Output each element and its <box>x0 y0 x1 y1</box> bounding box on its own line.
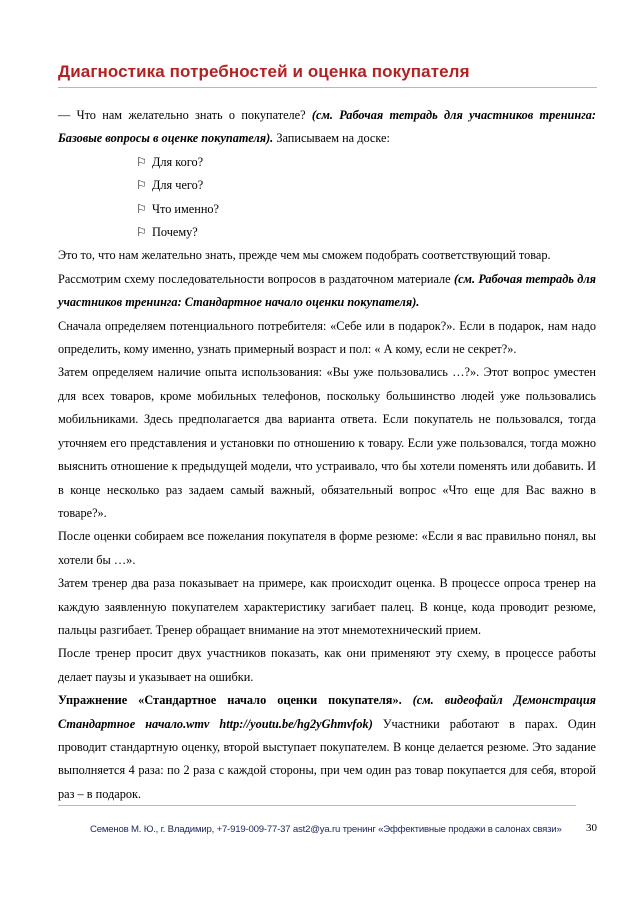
paragraph-2: Рассмотрим схему последовательности вопросов в раздаточном материале (см. Рабочая тетрадь для участников тренинга: Стандартное начало оценки покупателя). <box>58 271 596 310</box>
page-number: 30 <box>586 822 597 834</box>
intro-tail: Записываем на доске: <box>273 131 390 146</box>
flag-icon: ⚐ <box>136 201 147 216</box>
list-item: ⚐ Для кого? <box>136 151 596 174</box>
paragraph-1: Это то, что нам желательно знать, прежде чем мы сможем подобрать соответствующий товар. <box>58 248 551 263</box>
flag-icon: ⚐ <box>136 178 147 193</box>
footer-text: Семенов М. Ю., г. Владимир, +7-919-009-77-37 ast2@ya.ru тренинг «Эффективные продажи в салонах связи» <box>90 824 562 835</box>
intro-paragraph <box>58 104 596 151</box>
paragraph-4: Затем определяем наличие опыта использования: «Вы уже пользовались …?». Этот вопрос уместен для всех товаров, кроме мобильных телефонов, поскольку большинство людей уже пользовались мобильниками. Здесь предполагается два варианта ответа. Если покупатель не пользовался, тогда уточняем его представления и установки по отношению к товару. Если уже пользовался, тогда можно выяснить отношение к предыдущей модели, что устраивало, что бы хотели поменять или добавить. И в конце несколько раз задаем самый важный, обязательный вопрос «Что еще для Вас важно в товаре?». <box>58 365 596 520</box>
exercise-reference: (см. видеофайл Демонстрация Стандартное начало.wmv http://youtu.be/hg2yGhmvfok) <box>58 693 596 731</box>
list-item: ⚐ Почему? <box>136 221 596 244</box>
title-divider <box>58 87 597 88</box>
page-title: Диагностика потребностей и оценка покупателя <box>58 62 470 81</box>
footer-divider <box>58 805 576 806</box>
exercise-title: Упражнение «Стандартное начало оценки покупателя». <box>58 693 402 708</box>
paragraph-6: Затем тренер два раза показывает на примере, как происходит оценка. В процессе опроса тренер на каждую заявленную покупателем характеристику загибает палец. В конце, кода проводит резюме, пальцы разгибает. Тренер обращает внимание на этот мнемотехнический прием. <box>58 576 596 637</box>
paragraph-2-reference: (см. Рабочая тетрадь для участников тренинга: Стандартное начало оценки покупателя). <box>58 271 596 310</box>
flag-icon: ⚐ <box>136 225 147 240</box>
exercise-text: Участники работают в парах. Один проводит стандартную оценку, второй выступает покупателем. В конце делается резюме. Это задание выполняется 4 раза: по 2 раза с каждой стороны, при чем один раз товар покупается для себя, второй раз – в подарок. <box>58 716 596 801</box>
exercise-paragraph <box>58 689 596 806</box>
list-item: ⚐ Для чего? <box>136 174 596 197</box>
document-body <box>58 104 596 806</box>
paragraph-5: После оценки собираем все пожелания покупателя в форме резюме: «Если я вас правильно понял, вы хотели бы …». <box>58 529 596 567</box>
flag-icon: ⚐ <box>136 154 147 169</box>
list-item: ⚐ Что именно? <box>136 198 596 221</box>
question-list <box>58 151 596 245</box>
intro-lead: — Что нам желательно знать о покупателе? <box>58 108 312 122</box>
paragraph-7: После тренер просит двух участников показать, как они применяют эту схему, в процессе работы делает паузы и указывает на ошибки. <box>58 646 596 684</box>
paragraph-3: Сначала определяем потенциального потребителя: «Себе или в подарок?». Если в подарок, нам надо определить, кому именно, узнать примерный возраст и пол: « А кому, если не секрет?». <box>58 318 596 357</box>
intro-reference: (см. Рабочая тетрадь для участников тренинга: Базовые вопросы в оценке покупателя). <box>58 108 596 146</box>
